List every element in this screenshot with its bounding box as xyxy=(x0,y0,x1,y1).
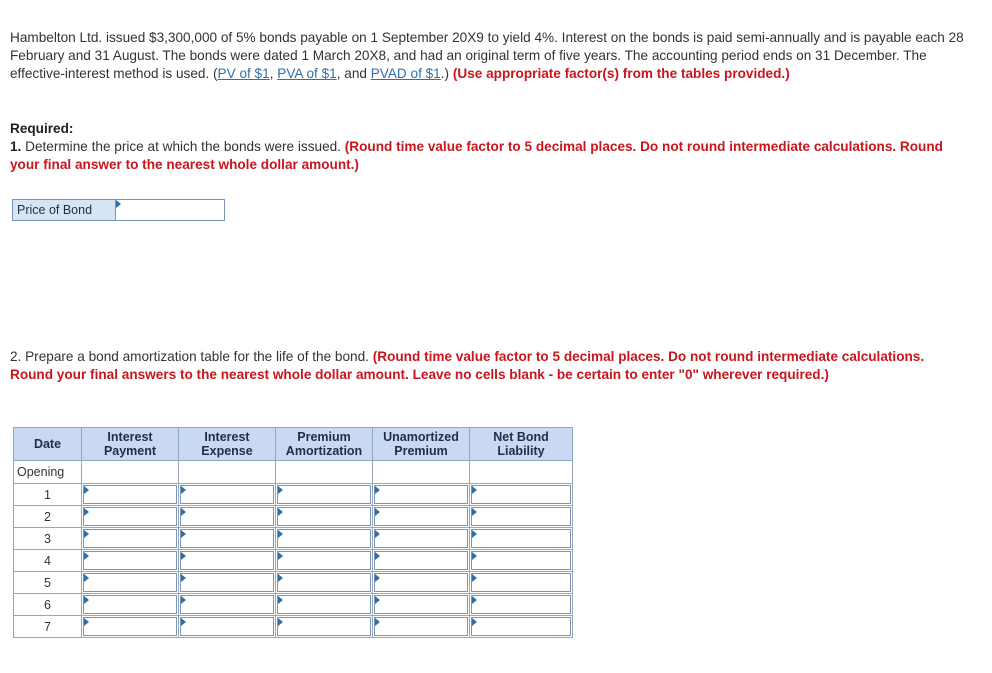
link-separator: , xyxy=(269,66,278,81)
input-marker-icon xyxy=(375,596,380,604)
input-marker-icon xyxy=(84,486,89,494)
input-marker-icon xyxy=(278,618,283,626)
price-of-bond-row xyxy=(12,199,225,221)
row-date: 7 xyxy=(14,616,82,638)
input-marker-icon xyxy=(472,508,477,516)
intro-instruction: (Use appropriate factor(s) from the tables provided.) xyxy=(452,66,790,81)
interest-payment-input[interactable] xyxy=(82,550,179,572)
cell-blank xyxy=(82,461,179,484)
interest-payment-input[interactable] xyxy=(82,528,179,550)
row-date: 5 xyxy=(14,572,82,594)
input-marker-icon xyxy=(472,552,477,560)
cell-blank xyxy=(276,461,373,484)
input-marker-icon xyxy=(181,486,186,494)
net-bond-liability-input[interactable] xyxy=(470,616,573,638)
input-marker-icon xyxy=(278,508,283,516)
table-row xyxy=(14,594,573,616)
cell-blank xyxy=(470,461,573,484)
table-row xyxy=(14,550,573,572)
input-marker-icon xyxy=(116,200,121,208)
interest-expense-input[interactable] xyxy=(179,506,276,528)
pva-of-1-link[interactable]: PVA of $1 xyxy=(277,66,337,81)
premium-amortization-input[interactable] xyxy=(276,594,373,616)
link-separator: , and xyxy=(336,66,371,81)
input-marker-icon xyxy=(375,574,380,582)
unamortized-premium-input[interactable] xyxy=(373,506,470,528)
input-marker-icon xyxy=(84,618,89,626)
question-2 xyxy=(10,348,970,384)
table-row-opening xyxy=(14,461,573,484)
unamortized-premium-input[interactable] xyxy=(373,616,470,638)
premium-amortization-input[interactable] xyxy=(276,550,373,572)
input-marker-icon xyxy=(472,596,477,604)
input-marker-icon xyxy=(181,530,186,538)
unamortized-premium-input[interactable] xyxy=(373,550,470,572)
input-marker-icon xyxy=(375,618,380,626)
input-marker-icon xyxy=(278,552,283,560)
question-2-instruction: (Round time value factor to 5 decimal places. Do not round intermediate calculations. Round your final answers to the nearest whole dollar amount. Leave no cells blank - be certain to enter "0" wherever required.) xyxy=(10,349,925,382)
premium-amortization-input[interactable] xyxy=(276,528,373,550)
interest-expense-input[interactable] xyxy=(179,572,276,594)
question-1-instruction: (Round time value factor to 5 decimal places. Do not round intermediate calculations. Round your final answer to the nearest whole dollar amount.) xyxy=(10,139,943,172)
table-row xyxy=(14,616,573,638)
pvad-of-1-link[interactable]: PVAD of $1 xyxy=(370,66,441,81)
link-close: .) xyxy=(440,66,453,81)
header-interest-expense: Interest Expense xyxy=(179,428,276,461)
row-date: 4 xyxy=(14,550,82,572)
input-marker-icon xyxy=(375,508,380,516)
unamortized-premium-input[interactable] xyxy=(373,594,470,616)
row-date: 3 xyxy=(14,528,82,550)
input-marker-icon xyxy=(84,596,89,604)
table-row xyxy=(14,528,573,550)
net-bond-liability-input[interactable] xyxy=(470,506,573,528)
input-marker-icon xyxy=(181,552,186,560)
intro-text: Hambelton Ltd. issued $3,300,000 of 5% bonds payable on 1 September 20X9 to yield 4%. Interest on the bonds is paid semi-annually and is payable each 28 February and 31 August. The bonds were dated 1 March 20X8, and had an original term of five years. The accounting period ends on 31 December. The effective-interest method is used. ( xyxy=(10,30,964,81)
interest-payment-input[interactable] xyxy=(82,594,179,616)
input-marker-icon xyxy=(278,574,283,582)
input-marker-icon xyxy=(84,574,89,582)
price-of-bond-label: Price of Bond xyxy=(12,199,116,221)
input-marker-icon xyxy=(472,486,477,494)
row-date: Opening xyxy=(14,461,82,484)
input-marker-icon xyxy=(472,574,477,582)
input-marker-icon xyxy=(181,596,186,604)
unamortized-premium-input[interactable] xyxy=(373,484,470,506)
input-marker-icon xyxy=(84,530,89,538)
input-marker-icon xyxy=(278,596,283,604)
row-date: 2 xyxy=(14,506,82,528)
input-marker-icon xyxy=(84,508,89,516)
input-marker-icon xyxy=(375,552,380,560)
cell-blank xyxy=(179,461,276,484)
table-row xyxy=(14,572,573,594)
interest-payment-input[interactable] xyxy=(82,484,179,506)
table-row xyxy=(14,506,573,528)
premium-amortization-input[interactable] xyxy=(276,572,373,594)
table-row xyxy=(14,484,573,506)
input-marker-icon xyxy=(278,530,283,538)
premium-amortization-input[interactable] xyxy=(276,506,373,528)
interest-payment-input[interactable] xyxy=(82,616,179,638)
interest-expense-input[interactable] xyxy=(179,528,276,550)
premium-amortization-input[interactable] xyxy=(276,484,373,506)
required-section xyxy=(10,120,970,174)
input-marker-icon xyxy=(84,552,89,560)
net-bond-liability-input[interactable] xyxy=(470,572,573,594)
premium-amortization-input[interactable] xyxy=(276,616,373,638)
interest-expense-input[interactable] xyxy=(179,484,276,506)
pv-of-1-link[interactable]: PV of $1 xyxy=(217,66,270,81)
interest-expense-input[interactable] xyxy=(179,594,276,616)
amortization-table xyxy=(13,427,573,638)
input-marker-icon xyxy=(375,486,380,494)
required-heading: Required: xyxy=(10,121,74,136)
input-marker-icon xyxy=(181,618,186,626)
interest-payment-input[interactable] xyxy=(82,572,179,594)
header-net-bond-liability: Net Bond Liability xyxy=(470,428,573,461)
price-of-bond-input[interactable] xyxy=(116,199,225,221)
input-marker-icon xyxy=(181,574,186,582)
interest-expense-input[interactable] xyxy=(179,550,276,572)
input-marker-icon xyxy=(375,530,380,538)
question-2-text: 2. Prepare a bond amortization table for the life of the bond. xyxy=(10,349,373,364)
cell-blank xyxy=(373,461,470,484)
row-date: 6 xyxy=(14,594,82,616)
net-bond-liability-input[interactable] xyxy=(470,594,573,616)
problem-intro xyxy=(10,29,970,83)
input-marker-icon xyxy=(472,530,477,538)
input-marker-icon xyxy=(181,508,186,516)
interest-payment-input[interactable] xyxy=(82,506,179,528)
unamortized-premium-input[interactable] xyxy=(373,528,470,550)
net-bond-liability-input[interactable] xyxy=(470,528,573,550)
header-interest-payment: Interest Payment xyxy=(82,428,179,461)
header-unamortized-premium: Unamortized Premium xyxy=(373,428,470,461)
question-1-number: 1. xyxy=(10,139,22,154)
row-date: 1 xyxy=(14,484,82,506)
header-premium-amortization: Premium Amortization xyxy=(276,428,373,461)
question-1-text: Determine the price at which the bonds were issued. xyxy=(21,139,345,154)
net-bond-liability-input[interactable] xyxy=(470,550,573,572)
header-date: Date xyxy=(14,428,82,461)
unamortized-premium-input[interactable] xyxy=(373,572,470,594)
question-1 xyxy=(10,138,970,174)
input-marker-icon xyxy=(472,618,477,626)
interest-expense-input[interactable] xyxy=(179,616,276,638)
net-bond-liability-input[interactable] xyxy=(470,484,573,506)
input-marker-icon xyxy=(278,486,283,494)
table-header-row xyxy=(14,428,573,461)
